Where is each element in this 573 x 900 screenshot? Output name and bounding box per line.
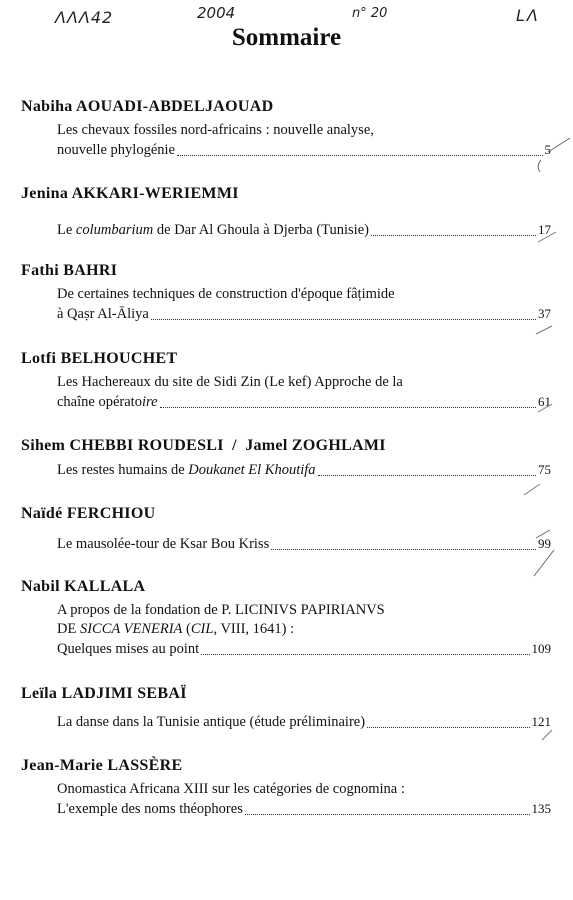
- article-title: La danse dans la Tunisie antique (étude préliminaire) 121: [57, 714, 551, 730]
- page-number: 5: [544, 142, 551, 157]
- page-number: 109: [531, 641, 551, 656]
- handwritten-mark: ΛΛΛ42: [55, 8, 114, 27]
- leader-dots: [318, 474, 536, 476]
- author: Leïla LADJIMI SEBAÏ: [21, 685, 187, 702]
- page-number: 61: [538, 394, 551, 409]
- author: Lotfi BELHOUCHET: [21, 350, 178, 367]
- author: Nabiha AOUADI-ABDELJAOUAD: [21, 98, 274, 115]
- article-title: A propos de la fondation de P. LICINIVS PAPIRIANVS DE SICCA VENERIA (CIL, VIII, 1641) : Quelques mises au point 109: [57, 602, 551, 657]
- handwritten-number: n° 20: [352, 6, 388, 21]
- toc-entry: [21, 756, 551, 819]
- author: Jenina AKKARI-WERIEMMI: [21, 185, 239, 202]
- toc-entry: [21, 97, 551, 160]
- toc-entry: [21, 504, 551, 554]
- leader-dots: [160, 406, 536, 408]
- page-title: Sommaire: [231, 24, 342, 51]
- leader-dots: [367, 726, 529, 728]
- toc-entry: [21, 184, 551, 240]
- toc-entry: [21, 261, 551, 324]
- page-number: 121: [531, 714, 551, 729]
- page-number: 17: [538, 222, 551, 237]
- author: Jean-Marie LASSÈRE: [21, 757, 183, 774]
- article-title: Les restes humains de Doukanet El Khoutifa 75: [57, 462, 551, 478]
- author: Sihem CHEBBI ROUDESLI / Jamel ZOGHLAMI: [21, 437, 386, 454]
- article-title: Onomastica Africana XIII sur les catégories de cognomina : L'exemple des noms théophores 135: [57, 781, 551, 817]
- leader-dots: [245, 813, 530, 815]
- author: Naïdé FERCHIOU: [21, 505, 156, 522]
- page-number: 75: [538, 462, 551, 477]
- article-title: Les Hachereaux du site de Sidi Zin (Le kef) Approche de la chaîne opératoire 61: [57, 374, 551, 410]
- handwritten-year: 2004: [197, 4, 236, 22]
- page-number: 37: [538, 306, 551, 321]
- article-title: Le mausolée-tour de Ksar Bou Kriss 99: [57, 536, 551, 552]
- article-title: Les chevaux fossiles nord-africains : nouvelle analyse, nouvelle phylogénie 5: [57, 122, 551, 158]
- leader-dots: [177, 154, 543, 156]
- page-number: 99: [538, 536, 551, 551]
- author: Fathi BAHRI: [21, 262, 118, 279]
- toc-entry: [21, 684, 551, 732]
- leader-dots: [201, 653, 529, 655]
- leader-dots: [271, 548, 536, 550]
- toc-entry: [21, 349, 551, 412]
- toc-entry: [21, 577, 551, 659]
- leader-dots: [371, 234, 536, 236]
- leader-dots: [151, 318, 536, 320]
- toc-entry: [21, 436, 551, 480]
- handwritten-initials: LΛ: [516, 6, 540, 25]
- article-title: De certaines techniques de construction d'époque fâṭimide à Qaṣr Al-Āliya 37: [57, 286, 551, 322]
- article-title: Le columbarium de Dar Al Ghoula à Djerba (Tunisie) 17: [57, 222, 551, 238]
- page-number: 135: [531, 801, 551, 816]
- author: Nabil KALLALA: [21, 578, 146, 595]
